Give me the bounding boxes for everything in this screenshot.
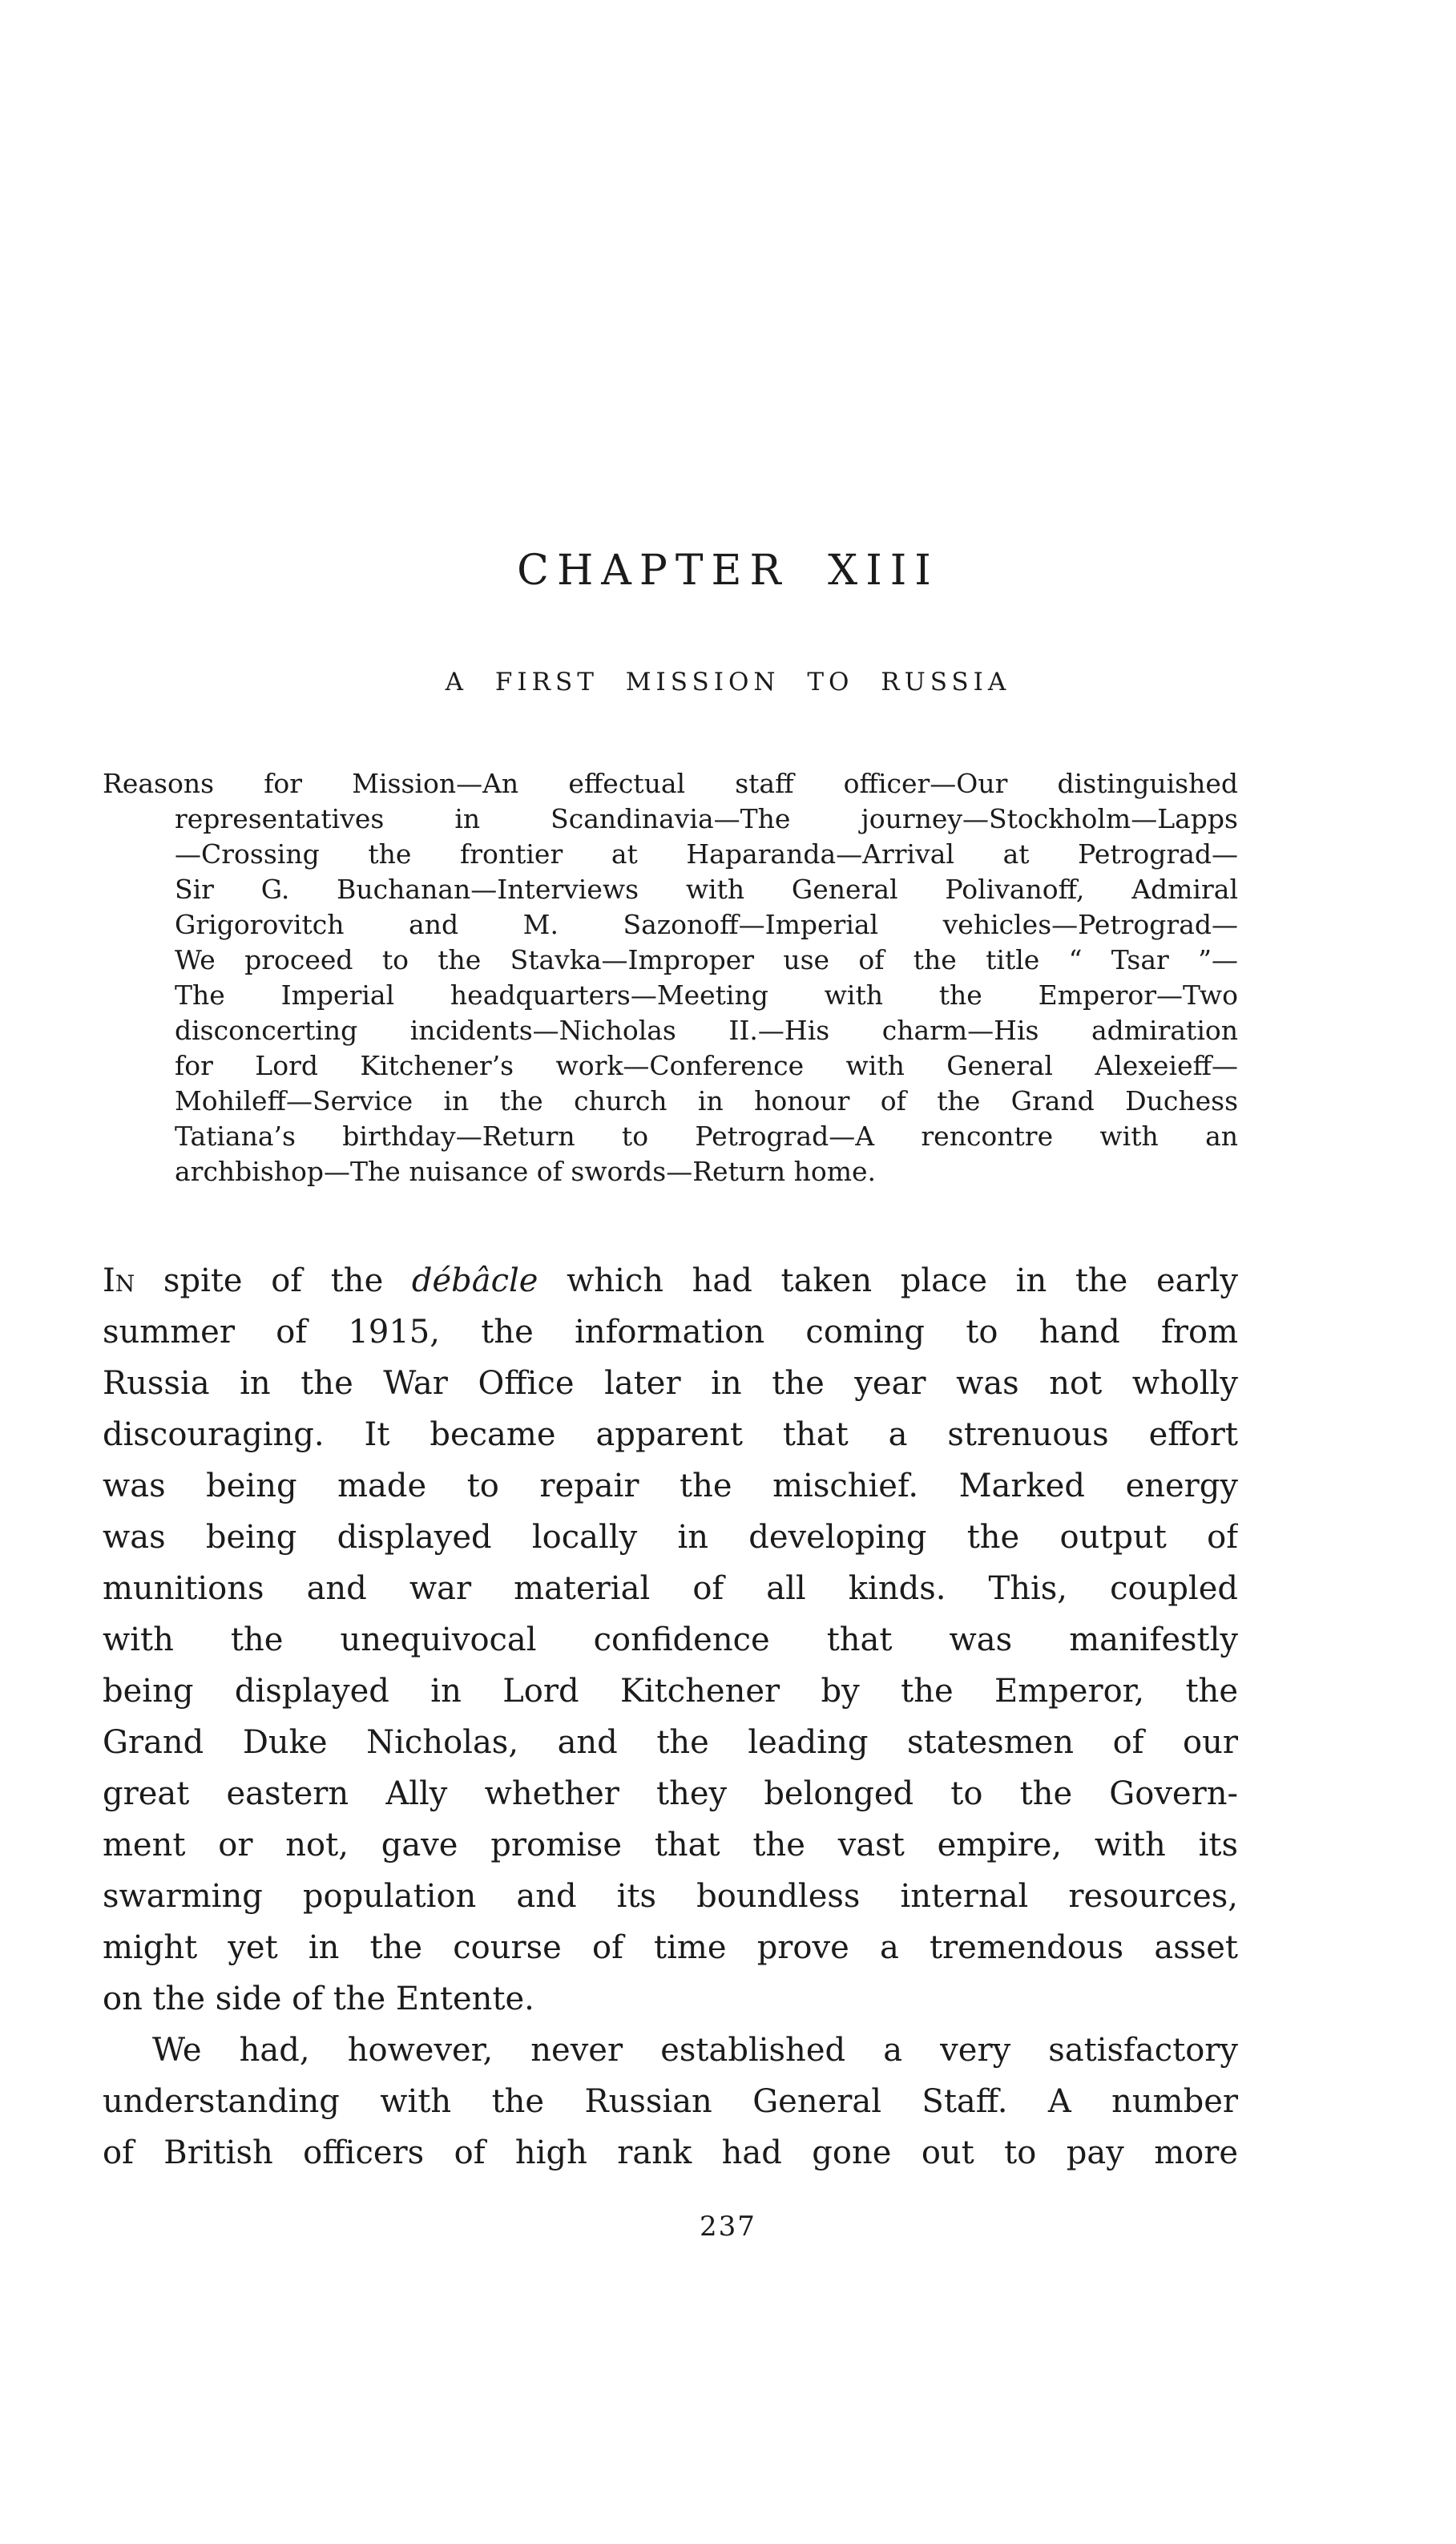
summary-line: disconcerting incidents—Nicholas II.—His charm—His admiration — [175, 1015, 1238, 1046]
summary-line: —Crossing the frontier at Haparanda—Arrival at Petrograd— — [175, 838, 1238, 870]
lead-word: In — [103, 1262, 135, 1299]
body-line: great eastern Ally whether they belonged to the Govern- — [103, 1775, 1238, 1812]
summary-line: archbishop—The nuisance of swords—Return home. — [175, 1156, 877, 1187]
body-line: was being displayed locally in developing the output of — [103, 1519, 1238, 1556]
body-line: understanding with the Russian General Staff. A number — [103, 2083, 1238, 2120]
chapter-subtitle: A FIRST MISSION TO RUSSIA — [445, 668, 1011, 697]
body-text: spite of the — [135, 1262, 412, 1299]
italic-word: débâcle — [411, 1262, 538, 1299]
body-line: discouraging. It became apparent that a strenuous effort — [103, 1416, 1238, 1453]
body-line: munitions and war material of all kinds. This, coupled — [103, 1570, 1238, 1607]
summary-line: Mohileff—Service in the church in honour of the Grand Duchess — [175, 1085, 1238, 1117]
chapter-summary — [103, 766, 1238, 1189]
summary-line: for Lord Kitchener’s work—Conference with General Alexeieff— — [175, 1050, 1238, 1081]
summary-line: representatives in Scandinavia—The journey—Stockholm—Lapps — [175, 803, 1238, 834]
body-line: might yet in the course of time prove a tremendous asset — [103, 1929, 1238, 1966]
body-line: with the unequivocal confidence that was manifestly — [103, 1621, 1238, 1658]
summary-line: Grigorovitch and M. Sazonoff—Imperial vehicles—Petrograd— — [175, 909, 1238, 940]
summary-line: Tatiana’s birthday—Return to Petrograd—A rencontre with an — [175, 1121, 1238, 1152]
chapter-heading: CHAPTER XIII — [517, 547, 939, 595]
body-line: We had, however, never established a very satisfactory — [152, 2032, 1238, 2069]
body-text: which had taken place in the early — [538, 1262, 1238, 1299]
paragraph-2 — [103, 2025, 1238, 2179]
body-line: swarming population and its boundless internal resources, — [103, 1878, 1238, 1915]
body-line: ment or not, gave promise that the vast empire, with its — [103, 1827, 1238, 1864]
body-line — [103, 1255, 1238, 1306]
paragraph-1 — [103, 1255, 1238, 2025]
body-line: being displayed in Lord Kitchener by the Emperor, the — [103, 1673, 1238, 1710]
body-line: was being made to repair the mischief. Marked energy — [103, 1468, 1238, 1504]
body-line: Russia in the War Office later in the year was not wholly — [103, 1365, 1238, 1402]
body-line: of British officers of high rank had gone out to pay more — [103, 2134, 1238, 2171]
summary-line: Reasons for Mission—An effectual staff officer—Our distinguished — [103, 768, 1238, 799]
summary-line: The Imperial headquarters—Meeting with the Emperor—Two — [175, 979, 1238, 1011]
body-line: on the side of the Entente. — [103, 1981, 534, 2017]
page-number: 237 — [700, 2211, 756, 2243]
summary-line: We proceed to the Stavka—Improper use of the title “ Tsar ”— — [175, 944, 1238, 975]
body-line: Grand Duke Nicholas, and the leading statesmen of our — [103, 1724, 1238, 1761]
summary-line: Sir G. Buchanan—Interviews with General Polivanoff, Admiral — [175, 874, 1238, 905]
body-line: summer of 1915, the information coming to hand from — [103, 1314, 1238, 1351]
